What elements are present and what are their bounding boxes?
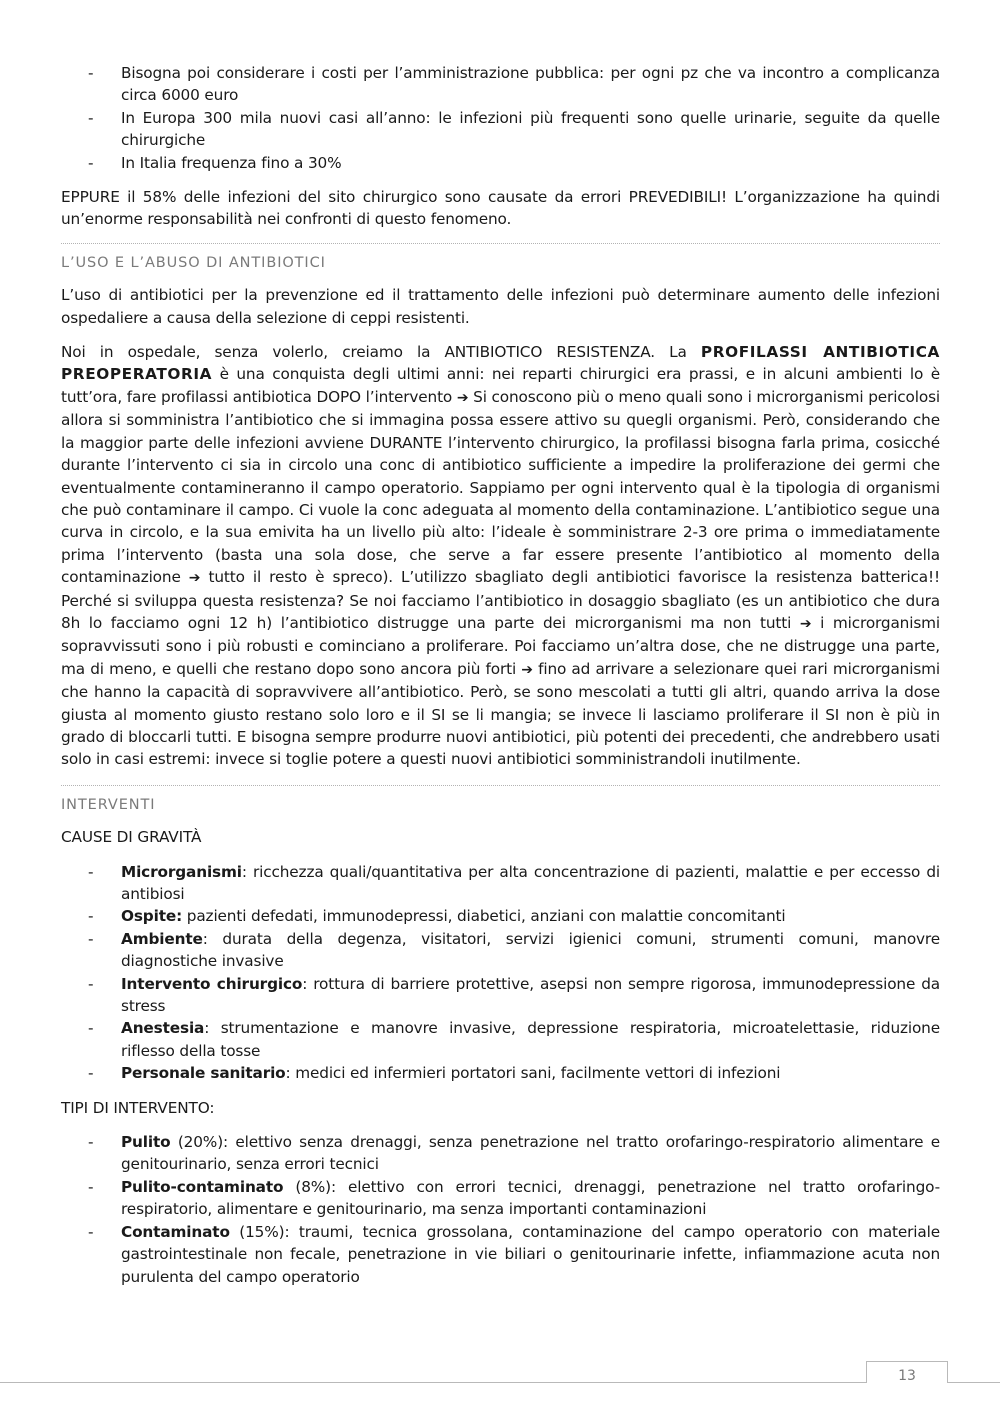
list-item-text: In Europa 300 mila nuovi casi all’anno: le infezioni più frequenti sono quelle urinarie, seguite da quelle chirurgiche — [121, 108, 940, 150]
list-dash: - — [88, 1133, 94, 1152]
causes-title: CAUSE DI GRAVITÀ — [61, 828, 202, 847]
list-dash: - — [88, 1177, 94, 1196]
list-item-text: pazienti defedati, immunodepressi, diabetici, anziani con malattie concomitanti — [182, 907, 786, 926]
list-item-text: : ricchezza quali/quantitativa per alta concentrazione di pazienti, malattie e per eccesso di antibiosi — [121, 862, 940, 903]
list-item-term: Anestesia — [121, 1019, 205, 1038]
text-run: i microrganismi sopravvissuti sono i più robusti e cominciano a proliferare. Poi facciamo un’altra dose, che ne distrugge una parte, ma di meno, e quelli che restano dopo sono ancora più forti — [61, 613, 941, 678]
list-item — [61, 107, 940, 152]
list-item-text: : medici ed infermieri portatori sani, facilmente vettori di infezioni — [285, 1064, 781, 1083]
list-item-term: Pulito-contaminato — [121, 1177, 284, 1196]
list-item-term: Ospite: — [121, 907, 183, 926]
list-item-term: Contaminato — [121, 1222, 230, 1241]
list-dash: - — [88, 974, 94, 993]
causes-list — [61, 861, 940, 1085]
list-item — [61, 1017, 940, 1062]
section-heading-interventi: INTERVENTI — [61, 796, 156, 813]
list-item-text: In Italia frequenza fino a 30% — [121, 153, 342, 172]
list-dash: - — [88, 1019, 94, 1038]
footer-rule — [0, 1382, 1000, 1383]
list-item — [61, 152, 940, 174]
list-dash: - — [88, 108, 94, 127]
arrow-icon: ➔ — [456, 389, 469, 406]
list-dash: - — [88, 153, 94, 172]
list-item — [61, 861, 940, 906]
list-item — [61, 973, 940, 1018]
eppure-paragraph: EPPURE il 58% delle infezioni del sito chirurgico sono causate da errori PREVEDIBILI! L’organizzazione ha quindi un’enorme responsabilità nei confronti di questo fenomeno. — [61, 188, 940, 229]
text-run: Noi in ospedale, senza volerlo, creiamo la ANTIBIOTICO RESISTENZA. La — [61, 343, 701, 362]
profilassi-bold-term: PROFILASSI ANTIBIOTICA PREOPERATORIA — [61, 343, 940, 384]
list-item-term: Pulito — [121, 1133, 171, 1152]
types-list — [61, 1131, 940, 1288]
list-item-text: : strumentazione e manovre invasive, depressione respiratoria, microatelettasie, riduzione riflesso della tosse — [121, 1019, 940, 1060]
section-divider — [61, 243, 940, 244]
list-item-text: (15%): traumi, tecnica grossolana, contaminazione del campo operatorio con materiale gastrointestinale non fecale, penetrazione in vie biliari o genitourinarie infette, infiammazione acuta non purulenta del campo operatorio — [121, 1222, 940, 1286]
text-run: Si conoscono più o meno quali sono i microrganismi pericolosi allora si somministra l’antibiotico che si immagina possa essere attivo su quegli organismi. Però, considerando che la maggior parte delle infezioni avviene DURANTE l’intervento chirurgico, la profilassi bisogna farla prima, cosicché durante l’intervento ci sia in circolo una conc di antibiotico sufficiente a impedire la proliferazione dei germi che eventualmente contamineranno il campo operatorio. Sappiamo per ogni intervento qual è la tipologia di organismi che può contaminare il campo. Ci vuole la conc adeguata al momento della contaminazione. L’antibiotico segue una curva in circolo, e la sua emivita ha un livello più alto: l’ideale è somministrare 2-3 ore prima o immediatamente prima l’intervento (basta una sola dose, che serve a far essere presente l’antibiotico al momento della contaminazione — [61, 387, 940, 587]
list-item-text: : rottura di barriere protettive, asepsi non sempre rigorosa, immunodepressione da stress — [121, 974, 940, 1016]
list-dash: - — [88, 64, 94, 82]
list-item — [61, 1221, 940, 1288]
section-divider — [61, 785, 940, 786]
list-item-term: Personale sanitario — [121, 1064, 286, 1083]
list-item-text: (20%): elettivo senza drenaggi, senza penetrazione nel tratto orofaringo-respiratorio alimentare e genitourinario, senza errori tecnici — [121, 1133, 940, 1174]
list-item-term: Intervento chirurgico — [121, 974, 303, 993]
arrow-icon: ➔ — [188, 570, 201, 587]
text-run: fino ad arrivare a selezionare quei rari microrganismi che hanno la capacità di sopravvivere all’antibiotico. Però, se sono mescolati a tutti gli altri, quando arriva la dose giusta al momento giusto restano solo loro e il SI se li mangia; se invece li lasciamo proliferare il SI non è più in grado di bloccarli tutti. E bisogna sempre produrre nuovi antibiotici, più potenti dei precedenti, che andrebbero usati solo in casi estremi: invece si toglie potere a questi nuovi antibiotici somministrandoli inutilmente. — [61, 659, 940, 769]
text-run: è una conquista degli ultimi anni: nei reparti chirurgici era prassi, e in alcuni ambienti lo è tutt’ora, fare profilassi antibiotica DOPO l’intervento — [61, 365, 940, 406]
section-heading-antibiotici: L’USO E L’ABUSO DI ANTIBIOTICI — [61, 254, 326, 271]
antibiotici-paragraph-1: L’uso di antibiotici per la prevenzione ed il trattamento delle infezioni può determinare aumento delle infezioni ospedaliere a causa della selezione di ceppi resistenti. — [61, 286, 940, 327]
list-item-term: Microrganismi — [121, 862, 242, 881]
list-item — [61, 928, 940, 973]
list-dash: - — [88, 1064, 94, 1083]
list-item-text: Bisogna poi considerare i costi per l’amministrazione pubblica: per ogni pz che va incontro a complicanza circa 6000 euro — [121, 64, 940, 105]
types-title: TIPI DI INTERVENTO: — [61, 1098, 215, 1117]
list-item — [61, 1131, 940, 1176]
list-item — [61, 905, 940, 927]
list-item-text: : durata della degenza, visitatori, servizi igienici comuni, strumenti comuni, manovre diagnostiche invasive — [121, 929, 940, 971]
list-item — [61, 62, 940, 107]
top-bullet-list — [61, 62, 940, 174]
list-dash: - — [88, 929, 94, 948]
list-dash: - — [88, 1222, 94, 1241]
document-page — [61, 62, 940, 1288]
list-item-text: (8%): elettivo con errori tecnici, drenaggi, penetrazione nel tratto orofaringo-respiratorio, alimentare e genitourinario, ma senza importanti contaminazioni — [121, 1177, 940, 1219]
list-item — [61, 1062, 940, 1084]
text-run: tutto il resto è spreco). L’utilizzo sbagliato degli antibiotici favorisce la resistenza batterica!! Perché si sviluppa questa resistenza? Se noi facciamo l’antibiotico in dosaggio sbagliato (es un antibiotico che dura 8h lo facciamo ogni 12 h) l’antibiotico distrugge una parte dei microrganismi ma non tutti — [61, 568, 940, 632]
antibiotici-paragraph-2 — [61, 341, 940, 771]
page-number: 13 — [866, 1361, 948, 1383]
list-dash: - — [88, 862, 94, 881]
list-item — [61, 1176, 940, 1221]
list-item-term: Ambiente — [121, 929, 203, 948]
arrow-icon: ➔ — [799, 615, 812, 632]
arrow-icon: ➔ — [521, 661, 533, 678]
list-dash: - — [88, 907, 94, 926]
